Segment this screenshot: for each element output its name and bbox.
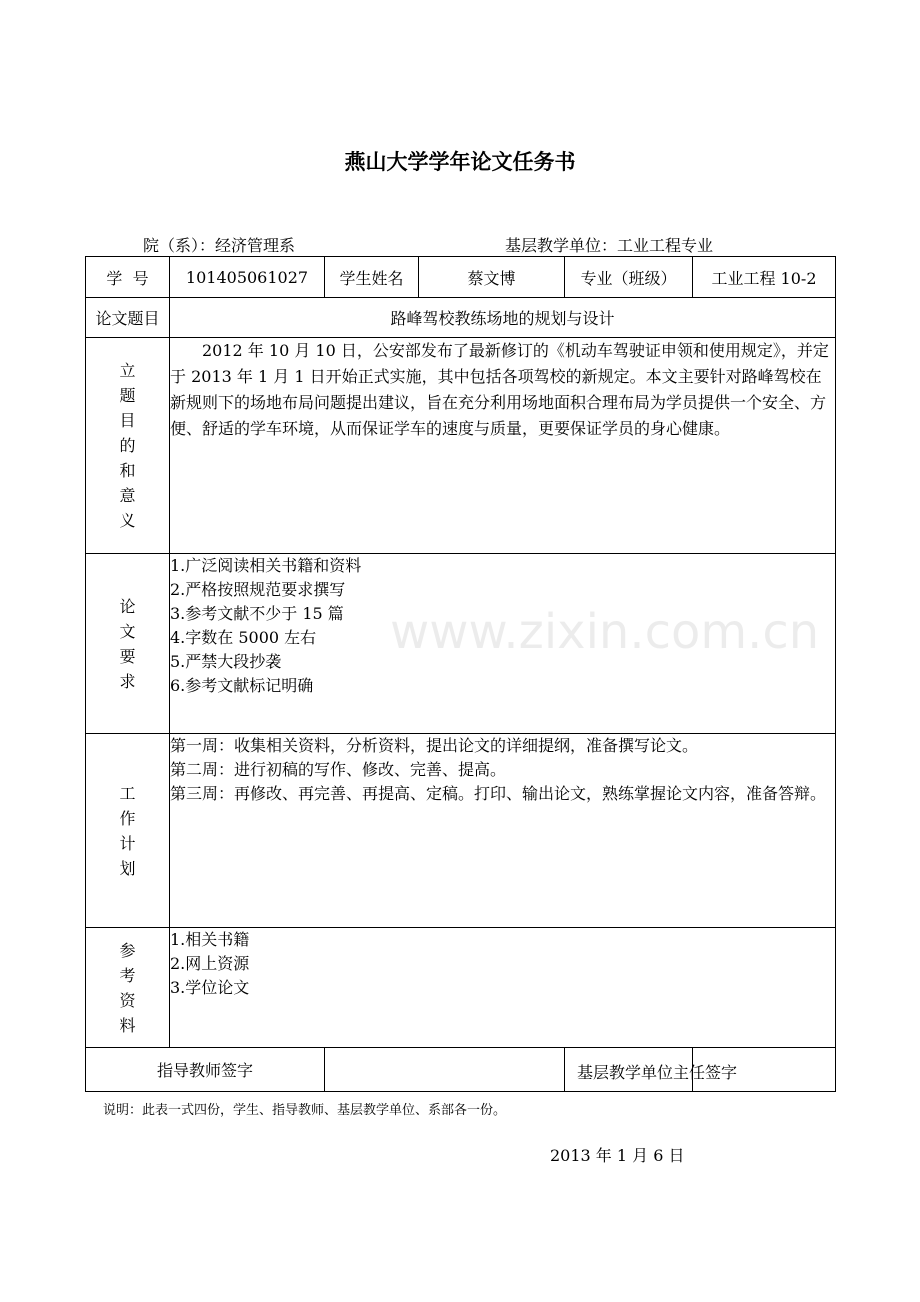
purpose-label-char: 意 [119,486,136,505]
week-item [170,758,835,782]
week-text: 进行初稿的写作、修改、完善、提高。 [234,760,507,779]
purpose-row [86,338,836,554]
plan-list [170,734,836,928]
requirements-label-char: 文 [119,621,136,641]
week-text: 再修改、再完善、再提高、定稿。打印、输出论文，熟练掌握论文内容，准备答辩。 [234,784,827,803]
list-item: 1.广泛阅读相关书籍和资料 [170,556,362,575]
purpose-label-char: 和 [119,461,136,480]
list-item: 4.字数在 5000 左右 [170,628,317,647]
topic-value: 路峰驾校教练场地的规划与设计 [170,298,836,338]
week-label: 第二周： [170,760,235,779]
references-list [170,928,836,1048]
topic-label: 论文题目 [86,298,170,338]
requirements-label-char: 论 [119,596,136,616]
purpose-label-char: 目 [119,411,136,430]
purpose-label-char: 的 [119,436,136,455]
advisor-signature-field[interactable] [325,1048,565,1092]
topic-row [86,298,836,338]
plan-label-char: 计 [119,833,136,853]
footnote: 说明：此表一式四份，学生、指导教师、基层教学单位、系部各一份。 [103,1103,507,1118]
major-label: 专业（班级） [565,257,693,298]
purpose-text: 2012 年 10 月 10 日，公安部发布了最新修订的《机动车驾驶证申领和使用规定》，并定于 2013 年 1 月 1 日开始正式实施，其中包括各项驾校的新规定。本文主要针对路峰驾校在新规则下的场地布局问题提出建议，旨在充分利用场地面积合理布局为学员提供一个安全、方便、舒适的学车环境，从而保证学车的速度与质量，更要保证学员的身心健康。 [170,338,836,554]
plan-label-char: 划 [119,858,136,878]
unit-field: 基层教学单位：工业工程专业 [505,236,714,255]
watermark: www.zixin.com.cn [390,604,820,660]
plan-label-char: 工 [119,783,136,803]
list-item: 1.相关书籍 [170,930,250,949]
requirements-label-char: 求 [119,671,136,691]
references-label-char: 考 [119,965,136,985]
plan-label-char: 作 [119,808,136,828]
week-item [170,734,835,758]
page-title: 燕山大学学年论文任务书 [344,150,576,174]
requirements-label [86,554,170,734]
student-info-row [86,257,836,298]
purpose-label-char: 立 [119,361,136,380]
major-value: 工业工程 10-2 [693,257,836,298]
references-label-char: 参 [119,940,136,960]
student-id-value: 101405061027 [170,257,325,298]
list-item: 5.严禁大段抄袭 [170,652,282,671]
head-signature-label-text: 基层教学单位主任签字 [577,1063,738,1082]
purpose-label-char: 题 [119,386,136,405]
list-item: 2.网上资源 [170,954,250,973]
advisor-signature-label: 指导教师签字 [86,1048,325,1092]
week-text: 收集相关资料，分析资料，提出论文的详细提纲，准备撰写论文。 [234,736,699,755]
requirements-label-char: 要 [119,646,136,666]
student-id-label: 学 号 [86,257,170,298]
week-item [170,782,835,806]
purpose-label-char: 义 [119,511,136,530]
plan-label [86,734,170,928]
week-label: 第三周： [170,784,235,803]
task-table [85,256,836,1092]
head-signature-label [565,1048,738,1092]
plan-row [86,734,836,928]
purpose-label [86,338,170,554]
references-label-char: 资 [119,990,136,1010]
issue-date: 2013 年 1 月 6 日 [550,1146,685,1165]
references-label-char: 料 [119,1015,136,1035]
list-item: 2.严格按照规范要求撰写 [170,580,346,599]
references-row [86,928,836,1048]
list-item: 6.参考文献标记明确 [170,676,314,695]
week-label: 第一周： [170,736,235,755]
list-item: 3.学位论文 [170,978,250,997]
student-name-label: 学生姓名 [325,257,419,298]
references-label [86,928,170,1048]
list-item: 3.参考文献不少于 15 篇 [170,604,344,623]
signature-row [86,1048,836,1092]
department-field: 院（系）：经济管理系 [143,236,296,255]
student-name-value: 蔡文博 [419,257,565,298]
